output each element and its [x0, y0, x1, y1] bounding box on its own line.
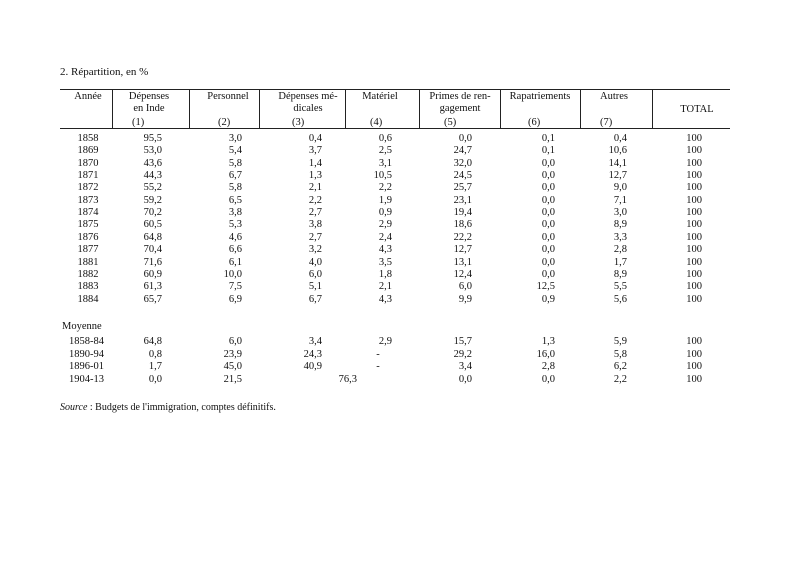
- cell-c3: 2,7: [308, 207, 322, 219]
- cell-c2: 6,9: [228, 293, 242, 305]
- cell-total: 100: [686, 182, 702, 194]
- cell-total: 100: [686, 244, 702, 256]
- cell-c1: 0,0: [148, 373, 162, 385]
- cell-c5: 0,0: [458, 133, 472, 144]
- cell-c2: 5,8: [228, 157, 242, 169]
- row-label: 1884: [77, 293, 99, 305]
- cell-c6: 0,0: [541, 244, 555, 256]
- column-header-text: dicales: [293, 103, 323, 114]
- cell-c5: 24,5: [453, 170, 472, 182]
- cell-c3: 6,7: [308, 293, 322, 305]
- cell-c5: 13,1: [453, 256, 472, 268]
- cell-c5: 18,6: [453, 219, 472, 231]
- cell-c7: 12,7: [608, 170, 627, 182]
- cell-c5: 3,4: [458, 361, 472, 372]
- cell-c7: 7,1: [613, 194, 627, 206]
- column-header-2: [118, 91, 180, 115]
- cell-c1: 59,2: [143, 194, 162, 206]
- cell-total: 100: [686, 170, 702, 182]
- cell-c4: -: [376, 361, 380, 372]
- column-header-5: [352, 91, 408, 103]
- cell-c7: 1,7: [613, 256, 627, 268]
- column-header-text: Personnel: [207, 91, 249, 102]
- cell-c3: 2,1: [308, 182, 322, 194]
- cell-c4: 2,5: [378, 145, 392, 157]
- cell-c1: 70,2: [143, 207, 162, 219]
- column-header-6: [418, 91, 502, 115]
- cell-c7: 6,2: [613, 361, 627, 372]
- cell-c1: 1,7: [148, 361, 162, 372]
- cell-c4: 2,9: [378, 336, 392, 347]
- column-header-text: Dépenses: [128, 91, 170, 102]
- cell-c7: 0,4: [613, 133, 627, 144]
- row-label: 1872: [77, 182, 99, 194]
- cell-c3: 1,4: [308, 157, 322, 169]
- cell-c5: 19,4: [453, 207, 472, 219]
- column-divider: [580, 90, 581, 128]
- cell-c2: 3,0: [228, 133, 242, 144]
- cell-c2: 5,4: [228, 145, 242, 157]
- row-label: 1883: [77, 281, 99, 293]
- cell-c7: 8,9: [613, 219, 627, 231]
- cell-c3: 3,7: [308, 145, 322, 157]
- table-row: [0, 349, 800, 361]
- cell-c3: 3,8: [308, 219, 322, 231]
- table-row: [0, 232, 800, 244]
- cell-c4: -: [376, 348, 380, 360]
- cell-c7: 8,9: [613, 268, 627, 280]
- table-row: [0, 133, 800, 145]
- cell-c3: 5,1: [308, 281, 322, 293]
- row-label: 1882: [77, 268, 99, 280]
- cell-c6: 2,8: [541, 361, 555, 372]
- cell-total: 100: [686, 194, 702, 206]
- cell-c2: 5,8: [228, 182, 242, 194]
- cell-c6: 0,1: [541, 133, 555, 144]
- row-label: 1874: [77, 207, 99, 219]
- table-row: [0, 269, 800, 281]
- cell-c2: 45,0: [223, 361, 242, 372]
- row-label: 1870: [77, 157, 99, 169]
- cell-total: 100: [686, 268, 702, 280]
- cell-c4: 0,9: [378, 207, 392, 219]
- table-top-rule: [60, 89, 730, 90]
- row-label: 1890-94: [69, 348, 104, 360]
- column-number: (5): [444, 117, 457, 128]
- cell-c7: 2,2: [613, 373, 627, 385]
- table-row: [0, 257, 800, 269]
- column-header-text: TOTAL: [680, 104, 714, 115]
- column-header-3: [200, 91, 256, 103]
- cell-c6: 16,0: [536, 348, 555, 360]
- cell-c2: 6,1: [228, 256, 242, 268]
- cell-total: 100: [686, 157, 702, 169]
- cell-c4: 0,6: [378, 133, 392, 144]
- cell-c1: 0,8: [148, 348, 162, 360]
- row-label: 1873: [77, 194, 99, 206]
- cell-c4: 4,3: [378, 244, 392, 256]
- cell-c5: 9,9: [458, 293, 472, 305]
- cell-c6: 0,0: [541, 373, 555, 385]
- cell-c7: 9,0: [613, 182, 627, 194]
- cell-c4: 3,5: [378, 256, 392, 268]
- column-header-4: [270, 91, 346, 115]
- row-label: 1869: [77, 145, 99, 157]
- cell-c3: 24,3: [303, 348, 322, 360]
- column-header-text: Primes de ren-: [429, 91, 491, 102]
- cell-c6: 0,9: [541, 293, 555, 305]
- cell-c4: 2,9: [378, 219, 392, 231]
- cell-c1: 43,6: [143, 157, 162, 169]
- cell-c1: 61,3: [143, 281, 162, 293]
- cell-c2: 21,5: [223, 373, 242, 385]
- source-label: Source: [60, 402, 88, 413]
- table-row: [0, 361, 800, 373]
- cell-total: 100: [686, 231, 702, 243]
- cell-c3: 76,3: [338, 373, 357, 385]
- cell-c6: 0,1: [541, 145, 555, 157]
- cell-c5: 15,7: [453, 336, 472, 347]
- cell-c2: 6,0: [228, 336, 242, 347]
- cell-c7: 5,6: [613, 293, 627, 305]
- cell-c2: 10,0: [223, 268, 242, 280]
- row-label: 1875: [77, 219, 99, 231]
- source-note: [60, 402, 276, 413]
- cell-c4: 2,1: [378, 281, 392, 293]
- cell-c7: 5,9: [613, 336, 627, 347]
- cell-c2: 4,6: [228, 231, 242, 243]
- source-text: : Budgets de l'immigration, comptes définitifs.: [87, 402, 276, 413]
- cell-total: 100: [686, 256, 702, 268]
- column-header-1: [66, 91, 110, 103]
- cell-c7: 5,8: [613, 348, 627, 360]
- column-divider: [259, 90, 260, 128]
- row-label: 1858: [77, 133, 99, 144]
- cell-c4: 4,3: [378, 293, 392, 305]
- cell-c6: 0,0: [541, 256, 555, 268]
- column-divider: [112, 90, 113, 128]
- cell-c4: 1,8: [378, 268, 392, 280]
- cell-c5: 29,2: [453, 348, 472, 360]
- cell-c5: 23,1: [453, 194, 472, 206]
- cell-c1: 64,8: [143, 336, 162, 347]
- cell-c1: 64,8: [143, 231, 162, 243]
- column-header-7: [502, 91, 578, 103]
- column-number: (7): [600, 117, 613, 128]
- row-label: 1904-13: [69, 373, 104, 385]
- cell-c5: 12,4: [453, 268, 472, 280]
- cell-total: 100: [686, 207, 702, 219]
- table-row: [0, 336, 800, 348]
- table-row: [0, 145, 800, 157]
- cell-c2: 6,6: [228, 244, 242, 256]
- cell-c2: 7,5: [228, 281, 242, 293]
- cell-c6: 0,0: [541, 231, 555, 243]
- cell-c7: 3,0: [613, 207, 627, 219]
- table-row: [0, 281, 800, 293]
- cell-total: 100: [686, 361, 702, 372]
- cell-c7: 14,1: [608, 157, 627, 169]
- cell-c3: 3,2: [308, 244, 322, 256]
- table-row: [0, 158, 800, 170]
- cell-c5: 25,7: [453, 182, 472, 194]
- column-divider: [652, 90, 653, 128]
- cell-c1: 70,4: [143, 244, 162, 256]
- cell-c5: 22,2: [453, 231, 472, 243]
- column-divider: [500, 90, 501, 128]
- cell-c3: 6,0: [308, 268, 322, 280]
- cell-c3: 2,7: [308, 231, 322, 243]
- column-header-text: gagement: [439, 103, 481, 114]
- cell-c1: 60,5: [143, 219, 162, 231]
- column-header-9: [672, 104, 722, 116]
- cell-c4: 2,4: [378, 231, 392, 243]
- row-label: 1877: [77, 244, 99, 256]
- column-header-text: Autres: [600, 91, 628, 102]
- table-row: [0, 374, 800, 386]
- cell-c5: 0,0: [458, 373, 472, 385]
- average-group-label: Moyenne: [62, 321, 102, 332]
- column-divider: [189, 90, 190, 128]
- cell-c3: 40,9: [303, 361, 322, 372]
- cell-c1: 95,5: [143, 133, 162, 144]
- row-label: 1871: [77, 170, 99, 182]
- cell-c4: 3,1: [378, 157, 392, 169]
- cell-c6: 0,0: [541, 219, 555, 231]
- column-number: (3): [292, 117, 305, 128]
- table-header-rule: [60, 128, 730, 129]
- column-header-8: [582, 91, 646, 103]
- column-header-text: Année: [74, 91, 102, 102]
- cell-c6: 0,0: [541, 268, 555, 280]
- cell-c3: 3,4: [308, 336, 322, 347]
- cell-c1: 60,9: [143, 268, 162, 280]
- row-label: 1896-01: [69, 361, 104, 372]
- cell-c4: 1,9: [378, 194, 392, 206]
- cell-total: 100: [686, 348, 702, 360]
- table-row: [0, 195, 800, 207]
- cell-c6: 0,0: [541, 157, 555, 169]
- cell-c7: 2,8: [613, 244, 627, 256]
- column-header-text: Matériel: [362, 91, 398, 102]
- cell-c2: 6,7: [228, 170, 242, 182]
- cell-c3: 0,4: [308, 133, 322, 144]
- cell-total: 100: [686, 281, 702, 293]
- cell-c5: 6,0: [458, 281, 472, 293]
- column-header-text: Rapatriements: [509, 91, 571, 102]
- cell-total: 100: [686, 293, 702, 305]
- cell-total: 100: [686, 145, 702, 157]
- row-label: 1881: [77, 256, 99, 268]
- cell-total: 100: [686, 373, 702, 385]
- column-header-text: Dépenses mé-: [278, 91, 338, 102]
- cell-c6: 0,0: [541, 207, 555, 219]
- cell-c6: 12,5: [536, 281, 555, 293]
- cell-c1: 44,3: [143, 170, 162, 182]
- column-header-text: en Inde: [133, 103, 165, 114]
- cell-c6: 1,3: [541, 336, 555, 347]
- cell-c1: 71,6: [143, 256, 162, 268]
- column-number: (6): [528, 117, 541, 128]
- table-row: [0, 294, 800, 306]
- cell-c7: 5,5: [613, 281, 627, 293]
- cell-c3: 2,2: [308, 194, 322, 206]
- cell-c4: 10,5: [373, 170, 392, 182]
- cell-c5: 12,7: [453, 244, 472, 256]
- cell-c2: 6,5: [228, 194, 242, 206]
- cell-total: 100: [686, 133, 702, 144]
- cell-c2: 3,8: [228, 207, 242, 219]
- cell-c7: 10,6: [608, 145, 627, 157]
- cell-total: 100: [686, 336, 702, 347]
- column-number: (4): [370, 117, 383, 128]
- column-divider: [345, 90, 346, 128]
- cell-c2: 23,9: [223, 348, 242, 360]
- column-divider: [419, 90, 420, 128]
- row-label: 1876: [77, 231, 99, 243]
- column-number: (1): [132, 117, 145, 128]
- cell-c6: 0,0: [541, 182, 555, 194]
- cell-c4: 2,2: [378, 182, 392, 194]
- cell-c6: 0,0: [541, 170, 555, 182]
- table-row: [0, 170, 800, 182]
- cell-c2: 5,3: [228, 219, 242, 231]
- cell-c5: 32,0: [453, 157, 472, 169]
- table-row: [0, 182, 800, 194]
- cell-c1: 55,2: [143, 182, 162, 194]
- cell-c1: 65,7: [143, 293, 162, 305]
- column-number: (2): [218, 117, 231, 128]
- cell-c6: 0,0: [541, 194, 555, 206]
- cell-c5: 24,7: [453, 145, 472, 157]
- cell-c3: 1,3: [308, 170, 322, 182]
- table-caption: 2. Répartition, en %: [60, 66, 149, 78]
- cell-c3: 4,0: [308, 256, 322, 268]
- table-row: [0, 244, 800, 256]
- table-row: [0, 219, 800, 231]
- cell-total: 100: [686, 219, 702, 231]
- table-row: [0, 207, 800, 219]
- cell-c7: 3,3: [613, 231, 627, 243]
- row-label: 1858-84: [69, 336, 104, 347]
- cell-c1: 53,0: [143, 145, 162, 157]
